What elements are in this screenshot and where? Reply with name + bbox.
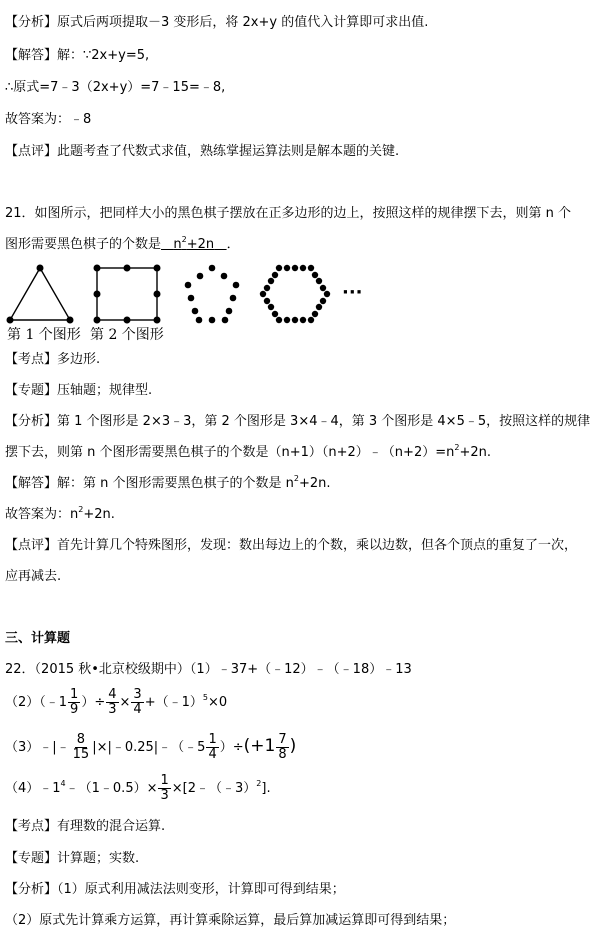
q22-p2-tail: ×0 xyxy=(207,695,228,710)
q21-result xyxy=(5,506,115,524)
q22-p2-sup: 5 xyxy=(202,693,208,702)
q22-p2-mid: ）÷ xyxy=(81,695,106,710)
q22-p2-label: （2）（﹣1 xyxy=(5,695,68,710)
frac-denominator: 9 xyxy=(70,702,79,717)
q22-p4-sup1: 4 xyxy=(60,779,66,788)
q21-stem-suffix: ． xyxy=(226,237,240,252)
frac-denominator: 3 xyxy=(108,702,117,717)
q21-analysis2-sup: 2 xyxy=(454,443,460,452)
q20-answer-head: 【解答】解：∵2x+y=5, xyxy=(5,48,150,63)
square-figure xyxy=(94,265,161,324)
frac-denominator: 8 xyxy=(278,747,287,762)
q21-kaodian: 【考点】多边形. xyxy=(5,352,101,367)
q20-result: 故答案为：﹣8 xyxy=(5,112,92,127)
q21-answer-blank xyxy=(161,237,227,252)
triangle-figure xyxy=(7,265,74,324)
q22-p4-tail: ]. xyxy=(261,781,271,796)
q22-kaodian: 【考点】有理数的混合运算. xyxy=(5,819,166,834)
q21-comment-line2: 应再减去. xyxy=(5,569,62,584)
q22-analysis-line2: （2）原式先计算乘方运算，再计算乘除运算，最后算加减运算即可得到结果； xyxy=(5,913,456,928)
frac-numerator: 1 xyxy=(70,687,79,702)
frac-denominator: 15 xyxy=(72,747,90,762)
frac-denominator: 4 xyxy=(208,747,217,762)
q22-p4-mid: ﹣（1﹣0.5）× xyxy=(65,781,158,796)
frac-numerator: 8 xyxy=(76,732,86,747)
q22-p4-frac xyxy=(158,774,170,803)
figure-ellipsis: ··· xyxy=(342,282,363,303)
pentagon-figure xyxy=(185,265,240,324)
q22-p3-label: （3）﹣|﹣ xyxy=(5,740,70,755)
q21-comment-line1: 【点评】首先计算几个特殊图形，发现：数出每边上的个数，乘以边数，但各个顶点的重复了一次， xyxy=(5,538,578,553)
q22-stem: 22．（2015 秋•北京校级期中）（1）﹣37+（﹣12）﹣（﹣18）﹣13 xyxy=(5,662,412,677)
q22-zhuanti: 【专题】计算题；实数. xyxy=(5,851,140,866)
hexagon-figure xyxy=(260,265,330,323)
q20-comment: 【点评】此题考查了代数式求值，熟练掌握运算法则是解本题的关键. xyxy=(5,144,400,159)
q22-p4-end: ×[2﹣（﹣3） xyxy=(171,781,257,796)
q21-result-sup: 2 xyxy=(78,505,84,514)
q21-stem-prefix: 图形需要黑色棋子的个数是 xyxy=(5,237,162,252)
q21-zhuanti: 【专题】压轴题；规律型. xyxy=(5,383,153,398)
q21-answer-sup: 2 xyxy=(181,235,187,244)
q22-p4-sup2: 2 xyxy=(256,779,262,788)
q22-p3-frac3 xyxy=(276,733,288,762)
q22-part3 xyxy=(5,731,296,763)
q20-analysis: 【分析】原式后两项提取－3 变形后，将 2x+y 的值代入计算即可求出值. xyxy=(5,15,429,30)
figure-caption-1: 第 1 个图形 xyxy=(7,327,81,343)
q22-p3-mid2: ）÷ xyxy=(219,740,244,755)
q21-result-text: 故答案为：n xyxy=(5,507,79,522)
frac-denominator: 4 xyxy=(133,702,142,717)
q21-analysis2-text: 摆下去，则第 n 个图形需要黑色棋子的个数是（n+1）（n+2）﹣（n+2）=n xyxy=(5,445,455,460)
q22-p2-frac1 xyxy=(68,688,80,717)
q22-p2-times: × xyxy=(119,695,131,710)
q22-analysis-line1: 【分析】（1）原式利用减法法则变形，计算即可得到结果； xyxy=(5,882,345,897)
q21-analysis2-end: +2n. xyxy=(459,445,491,460)
q22-p4-label: （4）﹣1 xyxy=(5,781,61,796)
q22-p2-frac2 xyxy=(106,688,118,717)
q21-solution xyxy=(5,475,331,493)
q21-answer-rest: +2n xyxy=(186,237,215,252)
frac-denominator: 3 xyxy=(160,788,169,803)
frac-numerator: 1 xyxy=(208,732,217,747)
q21-solution-end: +2n. xyxy=(298,476,331,491)
q21-solution-text: 【解答】解：第 n 个图形需要黑色棋子的个数是 n xyxy=(5,476,294,491)
q22-p3-paren: (+1 xyxy=(243,736,276,756)
q22-part2 xyxy=(5,688,227,718)
frac-numerator: 3 xyxy=(133,687,142,702)
q22-p2-end: +（﹣1） xyxy=(144,695,203,710)
q20-answer-line2: ∴原式=7﹣3（2x+y）=7﹣15=﹣8, xyxy=(5,80,226,95)
q22-p3-frac2 xyxy=(206,733,218,762)
q21-answer-n: n xyxy=(173,237,182,252)
frac-numerator: 4 xyxy=(108,687,117,702)
q21-analysis-line2 xyxy=(5,444,491,462)
q22-part4 xyxy=(5,774,271,804)
section-title: 三、计算题 xyxy=(5,631,71,646)
q22-p3-close: ) xyxy=(289,736,297,756)
frac-numerator: 7 xyxy=(278,732,287,747)
q21-solution-sup: 2 xyxy=(293,474,299,483)
q22-p2-frac3 xyxy=(131,688,143,717)
q21-stem-line2 xyxy=(5,236,240,254)
frac-numerator: 1 xyxy=(160,773,169,788)
q21-analysis-line1: 【分析】第 1 个图形是 2×3﹣3，第 2 个图形是 3×4﹣4，第 3 个图形是 4×5﹣5，按照这样的规律 xyxy=(5,414,591,429)
q22-p3-mid: |×|﹣0.25|﹣（﹣5 xyxy=(92,740,206,755)
figure-caption-2: 第 2 个图形 xyxy=(90,327,164,343)
q21-stem-line1: 21．如图所示，把同样大小的黑色棋子摆放在正多边形的边上，按照这样的规律摆下去，则第 n 个 xyxy=(5,206,572,221)
q21-result-end: +2n. xyxy=(83,507,115,522)
q22-p3-frac1 xyxy=(71,733,92,762)
